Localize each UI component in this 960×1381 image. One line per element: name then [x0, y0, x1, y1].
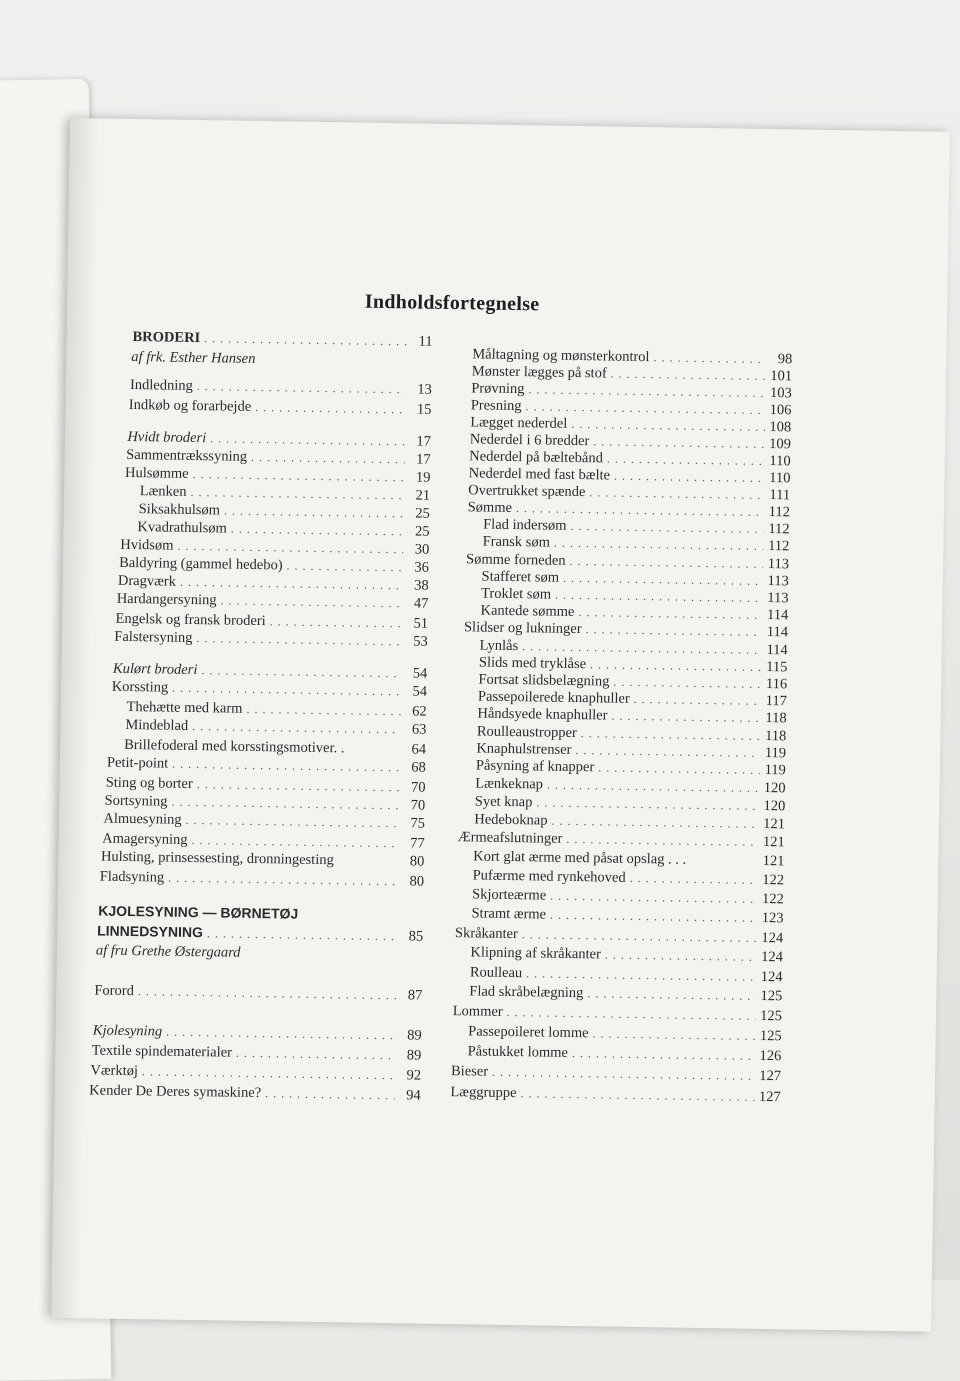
toc-page-number: 15	[409, 401, 431, 418]
toc-entry-title: Hulsting, prinsessesting, dronningesting	[101, 849, 334, 870]
toc-left-column	[133, 329, 433, 334]
toc-entry-title: Kantede sømme	[480, 603, 574, 621]
toc-page-number: 124	[761, 930, 783, 947]
toc-page-number: 92	[399, 1067, 421, 1084]
toc-page-number: 75	[403, 815, 425, 832]
toc-page-number: 114	[766, 624, 788, 641]
toc-entry-title: Roulleaustropper	[477, 723, 577, 742]
toc-page-number: 126	[759, 1048, 781, 1065]
dot-leader	[246, 702, 400, 719]
dot-leader	[190, 485, 404, 503]
toc-page-number: 121	[763, 834, 785, 851]
toc-page-number: 101	[770, 368, 792, 385]
dot-leader	[255, 400, 405, 417]
dot-leader	[251, 450, 405, 467]
dot-leader	[193, 467, 405, 485]
toc-page-number: 54	[405, 665, 427, 682]
toc-entry-title: Hvidsøm	[120, 537, 173, 555]
toc-page-number: 38	[407, 577, 429, 594]
toc-page-number: 25	[408, 505, 430, 522]
dot-leader	[551, 814, 759, 832]
dot-leader	[566, 832, 759, 850]
dot-leader	[177, 539, 403, 558]
dot-leader	[550, 889, 758, 907]
toc-page-number: 110	[769, 453, 791, 470]
dot-leader	[138, 984, 397, 1003]
toc-entry-title: Pufærme med rynkehoved	[473, 867, 626, 886]
toc-entry-title: Nederdel i 6 bredder	[470, 431, 590, 450]
toc-entry	[131, 349, 432, 374]
toc-page-number: 19	[408, 469, 430, 486]
toc-page-number: 113	[767, 573, 789, 590]
toc-entry-title: Kender De Deres symaskine?	[89, 1082, 261, 1102]
toc-entry-title: Læggruppe	[450, 1084, 516, 1102]
dot-leader	[259, 363, 406, 365]
toc-entry-title: Almuesyning	[103, 811, 181, 829]
toc-entry-title: Amagersyning	[102, 831, 188, 849]
toc-page-number: 115	[765, 659, 787, 676]
dot-leader	[168, 871, 398, 890]
dot-leader	[547, 778, 760, 796]
dot-leader	[492, 1065, 755, 1084]
toc-entry-title: Petit-point	[107, 755, 168, 773]
toc-page-number: 87	[400, 987, 422, 1004]
toc-entry-title: Skråkanter	[455, 925, 518, 943]
dot-leader	[587, 986, 756, 1004]
dot-leader	[611, 367, 767, 384]
toc-page-number: 125	[760, 1008, 782, 1025]
toc-entry-title: Lægget nederdel	[470, 414, 567, 433]
toc-page-number: 117	[765, 693, 787, 710]
toc-page-number: 47	[406, 595, 428, 612]
toc-entry-title: Sting og borter	[106, 775, 193, 793]
toc-entry-title: Passepoilerede knaphuller	[478, 688, 630, 707]
toc-page-number: 70	[403, 779, 425, 796]
toc-page-number: 11	[410, 333, 432, 350]
toc-entry	[129, 397, 432, 422]
toc-entry-title: Lynlås	[479, 637, 518, 655]
dot-leader	[191, 833, 398, 851]
toc-page-number: 112	[768, 504, 790, 521]
toc-page-number: 70	[403, 797, 425, 814]
toc-entry-title: Prøvning	[471, 380, 524, 398]
toc-entry-title: Brillefoderal med korsstingsmotiver. .	[124, 737, 345, 757]
toc-entry-title: Overtrukket spænde	[468, 482, 585, 501]
toc-entry-title: Kvadrathulsøm	[137, 519, 227, 537]
toc-page-number: 121	[763, 816, 785, 833]
toc-page-number: 62	[405, 703, 427, 720]
toc-entry-title: Flad skråbelægning	[469, 983, 583, 1002]
toc-page-number: 21	[408, 487, 430, 504]
book-page	[51, 118, 950, 1332]
toc-page-number: 110	[768, 470, 790, 487]
toc-page-number: 120	[763, 798, 785, 815]
toc-entry-title: Påsyning af knapper	[476, 757, 595, 776]
toc-entry-title: Nederdel med fast bælte	[469, 465, 611, 484]
dot-leader	[589, 485, 764, 503]
toc-entry-title: Korssting	[112, 679, 169, 697]
dot-leader	[563, 571, 763, 589]
toc-page-number: 118	[765, 710, 787, 727]
toc-entry-title: Skjorteærme	[472, 886, 546, 904]
toc-page-number: 124	[761, 949, 783, 966]
toc-entry-title: Hvidt broderi	[127, 429, 206, 447]
dot-leader	[572, 1046, 756, 1064]
toc-page-number: 114	[766, 607, 788, 624]
toc-page-number: 85	[401, 928, 423, 945]
toc-page-number: 127	[759, 1068, 781, 1085]
dot-leader	[507, 1005, 757, 1024]
toc-entry-title: Hulsømme	[125, 465, 189, 483]
toc-entry-title: Dragværk	[118, 573, 176, 591]
toc-page-number: 36	[407, 559, 429, 576]
toc-entry-title: Ærmeafslutninger	[458, 829, 563, 848]
toc-entry-title: Nederdel på bæltebånd	[469, 448, 603, 467]
toc-page-number: 106	[769, 402, 791, 419]
toc-page-number: 89	[399, 1027, 421, 1044]
toc-entry-title: Fladsyning	[100, 869, 165, 887]
toc-page-number: 122	[762, 872, 784, 889]
toc-entry-title: LINNEDSYNING	[97, 923, 203, 941]
toc-page-number: 118	[764, 728, 786, 745]
toc-entry-title: KJOLESYNING — BØRNETØJ	[98, 903, 298, 922]
toc-entry-title: Roulleau	[470, 964, 523, 982]
dot-leader	[302, 919, 397, 920]
toc-page-number: 120	[763, 780, 785, 797]
toc-entry-title: Lommer	[453, 1003, 503, 1021]
dot-leader	[236, 1046, 396, 1064]
dot-leader	[142, 1064, 395, 1083]
toc-entry-title: Stramt ærme	[471, 905, 546, 923]
toc-page-number: 53	[406, 633, 428, 650]
toc-entry-title: Flad indersøm	[483, 517, 567, 535]
dot-leader	[605, 948, 757, 965]
toc-entry-title: Fortsat slidsbelægning	[478, 671, 609, 690]
toc-entry-title: Kjolesyning	[93, 1022, 163, 1040]
toc-entry-title: Sømme forneden	[466, 551, 566, 570]
toc-entry	[89, 1082, 421, 1107]
dot-leader	[520, 1086, 754, 1105]
toc-entry-title: Textile spindematerialer	[92, 1042, 233, 1061]
toc-page-number: 121	[762, 853, 784, 870]
dot-leader	[348, 752, 400, 753]
dot-leader	[571, 417, 765, 435]
toc-entry-title: Hardangersyning	[117, 591, 217, 610]
dot-leader	[231, 522, 404, 540]
toc-page-number: 108	[769, 419, 791, 436]
toc-entry-title: Sortsyning	[104, 793, 167, 811]
toc-page-number: 122	[762, 891, 784, 908]
dot-leader	[522, 927, 758, 946]
toc-entry	[96, 943, 423, 968]
dot-leader	[575, 743, 760, 761]
toc-entry-title: Lænkeknap	[475, 775, 543, 793]
toc-entry-title: Bieser	[451, 1063, 488, 1081]
toc-entry-title: Falstersyning	[114, 629, 192, 647]
toc-page-number: 94	[399, 1087, 421, 1104]
toc-entry-title: Håndsyede knaphuller	[477, 705, 607, 724]
toc-page-number: 125	[760, 1028, 782, 1045]
toc-entry-title: Indledning	[130, 377, 193, 395]
dot-leader	[607, 451, 765, 468]
toc-entry-title: Knaphulstrenser	[476, 740, 571, 758]
toc-entry-title: Presning	[471, 397, 522, 415]
dot-leader	[180, 575, 403, 593]
toc-page-number: 123	[761, 910, 783, 927]
toc-page-number: 80	[402, 873, 424, 890]
toc-page-number: 80	[402, 853, 424, 870]
dot-leader	[550, 908, 758, 926]
toc-entry-title: Mindeblad	[125, 717, 188, 735]
toc-entry-title: Troklet søm	[481, 586, 551, 604]
toc-page-number: 114	[766, 642, 788, 659]
dot-leader	[244, 957, 396, 959]
toc-page-number: 17	[409, 433, 431, 450]
toc-entry-title: Fransk søm	[483, 534, 551, 552]
toc-entry-title: Stafferet søm	[481, 569, 559, 587]
toc-entry	[94, 982, 422, 1007]
toc-entry-title: Passepoileret lomme	[468, 1023, 589, 1042]
toc-page-number: 98	[770, 351, 792, 368]
toc-entry-title: Slids med tryklåse	[479, 654, 586, 673]
dot-leader	[611, 709, 760, 726]
dot-leader	[634, 692, 761, 709]
dot-leader	[166, 1025, 396, 1044]
toc-entry-title: af frk. Esther Hansen	[131, 349, 255, 368]
toc-page-number: 64	[404, 741, 426, 758]
toc-entry-title: Hedeboknap	[474, 811, 548, 829]
dot-leader	[286, 558, 403, 575]
dot-leader	[593, 434, 765, 452]
toc-page-number: 68	[404, 759, 426, 776]
toc-page-number: 51	[406, 615, 428, 632]
dot-leader	[338, 864, 399, 865]
dot-leader	[204, 331, 407, 349]
dot-leader	[581, 726, 761, 744]
toc-page-number: 25	[407, 523, 429, 540]
dot-leader	[536, 795, 759, 813]
toc-entry-title: Siksakhulsøm	[139, 501, 221, 519]
toc-entry	[100, 869, 425, 894]
dot-leader	[171, 795, 399, 814]
toc-page-number: 30	[407, 541, 429, 558]
toc-entry-title: Slidser og lukninger	[464, 619, 582, 638]
dot-leader	[570, 519, 763, 537]
page-title: Indholdsfortegnelse	[67, 286, 837, 321]
toc-page-number: 63	[404, 721, 426, 738]
toc-entry-title: Måltagning og mønsterkontrol	[472, 346, 649, 366]
dot-leader	[201, 663, 401, 681]
toc-entry-title: Baldyring (gammel hedebo)	[119, 555, 283, 575]
toc-page-number: 111	[768, 487, 790, 504]
dot-leader	[196, 631, 402, 649]
toc-entry-title: Kort glat ærme med påsat opslag . . .	[473, 848, 686, 868]
dot-leader	[592, 1026, 755, 1044]
dot-leader	[569, 554, 763, 572]
toc-page-number: 13	[410, 381, 432, 398]
dot-leader	[197, 379, 406, 397]
toc-page-number: 77	[403, 835, 425, 852]
dot-leader	[270, 614, 403, 631]
toc-page-number: 109	[769, 436, 791, 453]
toc-page-number: 89	[399, 1047, 421, 1064]
toc-entry-title: Indkøb og forarbejde	[129, 397, 252, 416]
dot-leader	[590, 657, 762, 675]
toc-entry-title: Forord	[94, 982, 134, 1000]
dot-leader	[586, 622, 763, 640]
toc-entry-title: Kulørt broderi	[113, 661, 198, 679]
toc-right-column	[472, 346, 792, 351]
dot-leader	[185, 813, 399, 831]
toc-entry-title: Syet knap	[475, 793, 533, 811]
dot-leader	[613, 675, 761, 692]
toc-page-number: 124	[760, 969, 782, 986]
toc-entry	[450, 1084, 781, 1109]
toc-entry-title: Mønster lægges på stof	[472, 363, 607, 382]
dot-leader	[630, 871, 759, 888]
toc-entry-title: Påstukket lomme	[467, 1043, 568, 1062]
dot-leader	[192, 719, 400, 737]
dot-leader	[578, 605, 762, 623]
dot-leader	[224, 503, 404, 521]
toc-page-number: 54	[405, 683, 427, 700]
toc-entry-title: Værktøj	[90, 1062, 138, 1080]
toc-page-number: 127	[759, 1089, 781, 1106]
dot-leader	[197, 777, 400, 795]
toc-entry-title: BRODERI	[132, 329, 200, 347]
dot-leader	[207, 926, 398, 944]
toc-entry-title: Sammentrækssyning	[126, 447, 247, 466]
dot-leader	[690, 864, 758, 865]
toc-page-number: 112	[767, 521, 789, 538]
toc-entry-title: Klipning af skråkanter	[470, 944, 601, 963]
toc-page-number: 119	[764, 745, 786, 762]
toc-entry-title: Sømme	[468, 499, 513, 517]
dot-leader	[614, 469, 765, 486]
toc-page-number: 103	[770, 385, 792, 402]
toc-page-number: 113	[767, 556, 789, 573]
toc-entry-title: Engelsk og fransk broderi	[115, 611, 265, 630]
toc-entry-title: af fru Grethe Østergaard	[96, 943, 241, 962]
dot-leader	[554, 536, 764, 554]
dot-leader	[172, 681, 401, 700]
toc-page-number: 116	[765, 676, 787, 693]
dot-leader	[210, 431, 405, 449]
toc-page-number: 17	[409, 451, 431, 468]
dot-leader	[172, 757, 400, 776]
toc-page-number: 113	[766, 590, 788, 607]
toc-entry	[114, 629, 428, 654]
toc-page-number: 125	[760, 988, 782, 1005]
dot-leader	[598, 760, 760, 778]
dot-leader	[220, 593, 402, 611]
toc-page-number: 112	[767, 538, 789, 555]
toc-page-number: 119	[764, 762, 786, 779]
dot-leader	[653, 350, 766, 367]
dot-leader	[265, 1086, 395, 1103]
toc-entry-title: Thehætte med karm	[126, 699, 242, 718]
toc-entry-title: Lænken	[140, 483, 187, 501]
dot-leader	[526, 966, 757, 985]
